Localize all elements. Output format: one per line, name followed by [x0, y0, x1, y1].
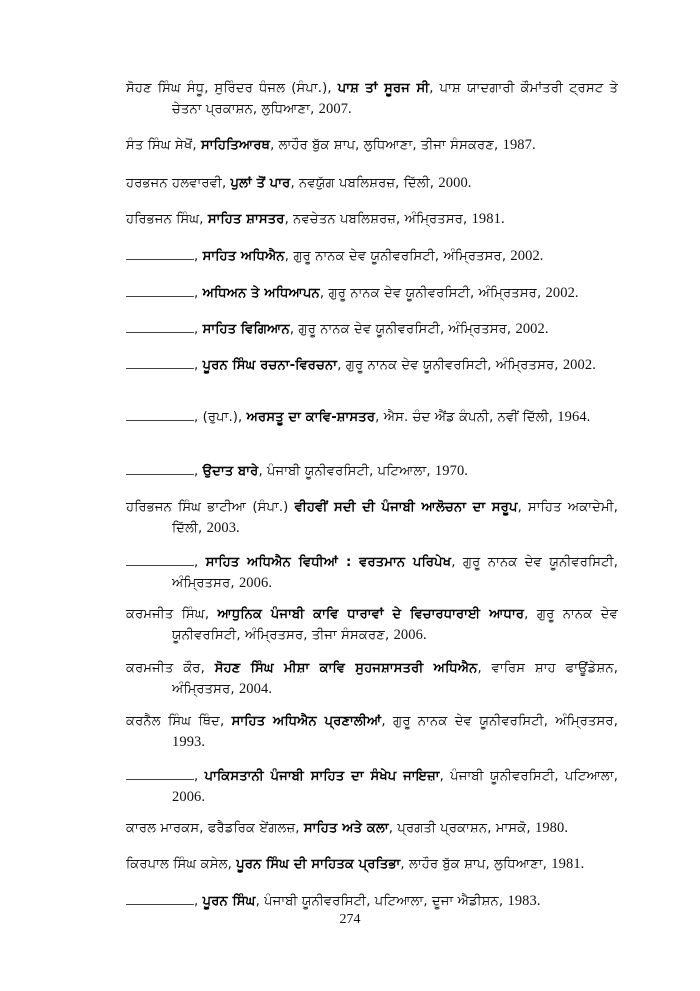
repeated-author-dash — [126, 765, 194, 780]
entry-publisher: , ਪ੍ਰਗਤੀ ਪ੍ਰਕਾਸ਼ਨ, ਮਾਸਕੋ, — [388, 821, 535, 836]
entry-title: ਪੂਰਨ ਸਿੰਘ ਦੀ ਸਾਹਿਤਕ ਪ੍ਰਤਿਭਾ — [236, 857, 401, 872]
entry-publisher: , ਗੁਰੂ ਨਾਨਕ ਦੇਵ ਯੂਨੀਵਰਸਿਟੀ, ਅੰਮ੍ਰਿਤਸਰ, — [289, 322, 516, 337]
page-number: 274 — [339, 912, 361, 927]
bibliography-entry — [126, 354, 618, 376]
entry-year: 1983. — [507, 893, 541, 909]
entry-author: , — [194, 286, 203, 301]
entry-year: 2002. — [510, 248, 544, 264]
entry-publisher: , ਲਾਹੌਰ ਬੁੱਕ ਸ਼ਾਪ, ਲੁਧਿਆਣਾ, ਤੀਜਾ ਸੰਸਕਰਣ, — [270, 138, 503, 153]
entry-author: ਕਿਰਪਾਲ ਸਿੰਘ ਕਸੇਲ, — [126, 857, 237, 872]
entry-publisher: , ਗੁਰੂ ਨਾਨਕ ਦੇਵ ਯੂਨੀਵਰਸਿਟੀ, ਅੰਮ੍ਰਿਤਸਰ, — [172, 555, 618, 591]
entry-year: 2006. — [172, 789, 206, 805]
entry-year: 2002. — [515, 321, 549, 337]
bibliography-entry — [126, 890, 618, 912]
entry-title: ਸਾਹਿਤ ਅਧਿਐਨ ਪ੍ਰਣਾਲੀਆਂ — [231, 714, 382, 729]
bibliography-entry — [126, 135, 618, 156]
entry-publisher: , ਗੁਰੂ ਨਾਨਕ ਦੇਵ ਯੂਨੀਵਰਸਿਟੀ, ਅੰਮ੍ਰਿਤਸਰ, — [381, 714, 618, 729]
entry-year: 1987. — [502, 137, 536, 153]
entry-publisher: , ਨਵਯੁੱਗ ਪਬਲਿਸ਼ਰਜ਼, ਦਿੱਲੀ, — [290, 176, 439, 191]
entry-year: 1981. — [551, 856, 585, 872]
bibliography-entry — [126, 209, 618, 230]
entry-year: 1981. — [471, 211, 505, 227]
entry-title: ਸੋਹਣ ਸਿੰਘ ਮੀਸ਼ਾ ਕਾਵਿ ਸੁਹਜਸ਼ਾਸਤਰੀ ਅਧਿਐਨ — [214, 661, 478, 676]
bibliography-entry — [126, 604, 618, 646]
entry-publisher: , ਨਵਚੇਤਨ ਪਬਲਿਸ਼ਰਜ਼, ਅੰਮ੍ਰਿਤਸਰ, — [284, 212, 472, 227]
bibliography-entry — [126, 658, 618, 700]
entry-author: ਹਰਭਜਨ ਹਲਵਾਰਵੀ, — [126, 176, 231, 191]
entry-year: 1993. — [172, 734, 206, 750]
repeated-author-dash — [126, 354, 194, 369]
repeated-author-dash — [126, 890, 194, 905]
entry-publisher: , ਪੰਜਾਬੀ ਯੂਨੀਵਰਸਿਟੀ, ਪਟਿਆਲਾ, — [439, 769, 618, 784]
entry-title: ਸਾਹਿਤ ਅਧਿਐਨ ਵਿਧੀਆਂ : ਵਰਤਮਾਨ ਪਰਿਪੇਖ — [205, 555, 452, 570]
bibliography-entry — [126, 765, 618, 808]
entry-title: ਉਦਾਤ ਬਾਰੇ — [202, 464, 259, 479]
entry-author: , (ਰੁਪਾ.), — [194, 410, 247, 425]
entry-author: ਹਰਿਭਜਨ ਸਿੰਘ, — [126, 212, 208, 227]
bibliography-entry — [126, 282, 618, 304]
entry-publisher: , ਗੁਰੂ ਨਾਨਕ ਦੇਵ ਯੂਨੀਵਰਸਿਟੀ, ਅੰਮ੍ਰਿਤਸਰ, ਤੀਜਾ ਸੰਸਕਰਣ, — [172, 607, 618, 643]
repeated-author-dash — [126, 460, 194, 475]
bibliography-entry — [126, 711, 618, 753]
entry-title: ਸਾਹਿਤ ਅਧਿਐਨ — [202, 249, 285, 264]
entry-author: , — [194, 769, 205, 784]
entry-publisher: , ਗੁਰੂ ਨਾਨਕ ਦੇਵ ਯੂਨੀਵਰਸਿਟੀ, ਅੰਮ੍ਰਿਤਸਰ, — [284, 249, 511, 264]
bibliography-entry — [126, 551, 618, 594]
entry-author: , — [194, 249, 203, 264]
entry-title: ਵੀਹਵੀਂ ਸਦੀ ਦੀ ਪੰਜਾਬੀ ਆਲੋਚਨਾ ਦਾ ਸਰੂਪ — [294, 500, 518, 515]
repeated-author-dash — [126, 551, 194, 566]
bibliography-entry — [126, 245, 618, 267]
bibliography-entry — [126, 406, 618, 428]
entry-author: ਕਰਮਜੀਤ ਕੌਰ, — [126, 661, 215, 676]
entry-publisher: , ਪੰਜਾਬੀ ਯੂਨੀਵਰਸਿਟੀ, ਪਟਿਆਲਾ, ਦੂਜਾ ਐਡੀਸ਼ਨ, — [255, 894, 508, 909]
entry-title: ਅਰਸਤੂ ਦਾ ਕਾਵਿ-ਸ਼ਾਸਤਰ — [246, 410, 376, 425]
entry-author: ਕਰਨੈਲ ਸਿੰਘ ਥਿੰਦ, — [126, 714, 232, 729]
entry-title: ਸਾਹਿਤਿਆਰਥ — [200, 138, 271, 153]
entry-title: ਪਾਸ਼ ਤਾਂ ਸੂਰਜ ਸੀ — [337, 81, 430, 96]
entry-year: 2002. — [545, 285, 579, 301]
entry-title: ਪੂਰਨ ਸਿੰਘ ਰਚਨਾ-ਵਿਰਚਨਾ — [202, 358, 338, 373]
entry-title: ਸਾਹਿਤ ਵਿਗਿਆਨ — [202, 322, 290, 337]
entry-title: ਅਧਿਅਨ ਤੇ ਅਧਿਆਪਨ — [202, 286, 320, 301]
entry-year: 2006. — [393, 627, 427, 643]
entry-year: 1964. — [557, 409, 591, 425]
bibliography-entry — [126, 497, 618, 539]
entry-author: , — [194, 555, 206, 570]
entry-author: , — [194, 322, 203, 337]
entry-author: , — [194, 358, 203, 373]
entry-year: 2003. — [206, 520, 240, 536]
entry-publisher: , ਪਾਸ਼ ਯਾਦਗਾਰੀ ਕੌਮਾਂਤਰੀ ਟ੍ਰਸਟ ਤੇ ਚੇਤਨਾ ਪ੍ਰਕਾਸ਼ਨ, ਲੁਧਿਆਣਾ, — [172, 81, 618, 117]
repeated-author-dash — [126, 245, 194, 260]
entry-year: 2007. — [318, 101, 352, 117]
entry-publisher: , ਗੁਰੂ ਨਾਨਕ ਦੇਵ ਯੂਨੀਵਰਸਿਟੀ, ਅੰਮ੍ਰਿਤਸਰ, — [319, 286, 546, 301]
entry-title: ਪਾਕਿਸਤਾਨੀ ਪੰਜਾਬੀ ਸਾਹਿਤ ਦਾ ਸੰਖੇਪ ਜਾਇਜ਼ਾ — [204, 769, 440, 784]
entry-publisher: , ਵਾਰਿਸ ਸ਼ਾਹ ਫਾਊਂਡੇਸ਼ਨ, ਅੰਮ੍ਰਿਤਸਰ, — [172, 661, 618, 697]
entry-title: ਪੂਰਨ ਸਿੰਘ — [202, 894, 256, 909]
entry-publisher: , ਪੰਜਾਬੀ ਯੂਨੀਵਰਸਿਟੀ, ਪਟਿਆਲਾ, — [258, 464, 435, 479]
entry-publisher: , ਐਸ. ਚੰਦ ਐਂਡ ਕੰਪਨੀ, ਨਵੀਂ ਦਿੱਲੀ, — [375, 410, 558, 425]
entry-author: ਸੰਤ ਸਿੰਘ ਸੇਖੋਂ, — [126, 138, 201, 153]
repeated-author-dash — [126, 282, 194, 297]
entry-publisher: , ਲਾਹੌਰ ਬੁੱਕ ਸ਼ਾਪ, ਲੁਧਿਆਣਾ, — [400, 857, 552, 872]
entry-author: ਕਾਰਲ ਮਾਰਕਸ, ਫਰੈਡਰਿਕ ਏਂਗਲਜ਼, — [126, 821, 304, 836]
entry-publisher: , ਗੁਰੂ ਨਾਨਕ ਦੇਵ ਯੂਨੀਵਰਸਿਟੀ, ਅੰਮ੍ਰਿਤਸਰ, — [337, 358, 563, 373]
entry-title: ਸਾਹਿਤ ਸ਼ਾਸਤਰ — [207, 212, 285, 227]
entry-title: ਆਧੁਨਿਕ ਪੰਜਾਬੀ ਕਾਵਿ ਧਾਰਾਵਾਂ ਦੇ ਵਿਚਾਰਧਾਰਾਈ ਆਧਾਰ — [217, 607, 525, 622]
bibliography-entry — [126, 173, 618, 194]
entry-year: 1970. — [434, 463, 469, 479]
bibliography-entry — [126, 818, 618, 839]
bibliography-entry — [126, 460, 618, 482]
entry-publisher: , ਸਾਹਿਤ ਅਕਾਦੇਮੀ, ਦਿੱਲੀ, — [172, 500, 618, 536]
entry-author: ਕਰਮਜੀਤ ਸਿੰਘ, — [126, 607, 218, 622]
entry-author: ਹਰਿਭਜਨ ਸਿੰਘ ਭਾਟੀਆ (ਸੰਪਾ.) — [126, 500, 295, 515]
bibliography-entry — [126, 854, 618, 875]
repeated-author-dash — [126, 406, 194, 421]
entry-year: 2002. — [562, 357, 596, 373]
bibliography-entry — [126, 318, 618, 340]
entry-title: ਸਾਹਿਤ ਅਤੇ ਕਲਾ — [303, 821, 389, 836]
entry-author: ਸੋਹਣ ਸਿੰਘ ਸੰਧੂ, ਸੁਰਿੰਦਰ ਧੰਜਲ (ਸੰਪਾ.), — [126, 81, 338, 96]
bibliography-entry — [126, 78, 618, 120]
entry-author: , — [194, 464, 203, 479]
entry-year: 2004. — [238, 681, 273, 697]
entry-title: ਪੁਲਾਂ ਤੋਂ ਪਾਰ — [230, 176, 291, 191]
entry-year: 2006. — [238, 575, 273, 591]
entry-year: 1980. — [534, 820, 569, 836]
entry-year: 2000. — [438, 175, 472, 191]
entry-author: , — [194, 894, 203, 909]
repeated-author-dash — [126, 318, 194, 333]
